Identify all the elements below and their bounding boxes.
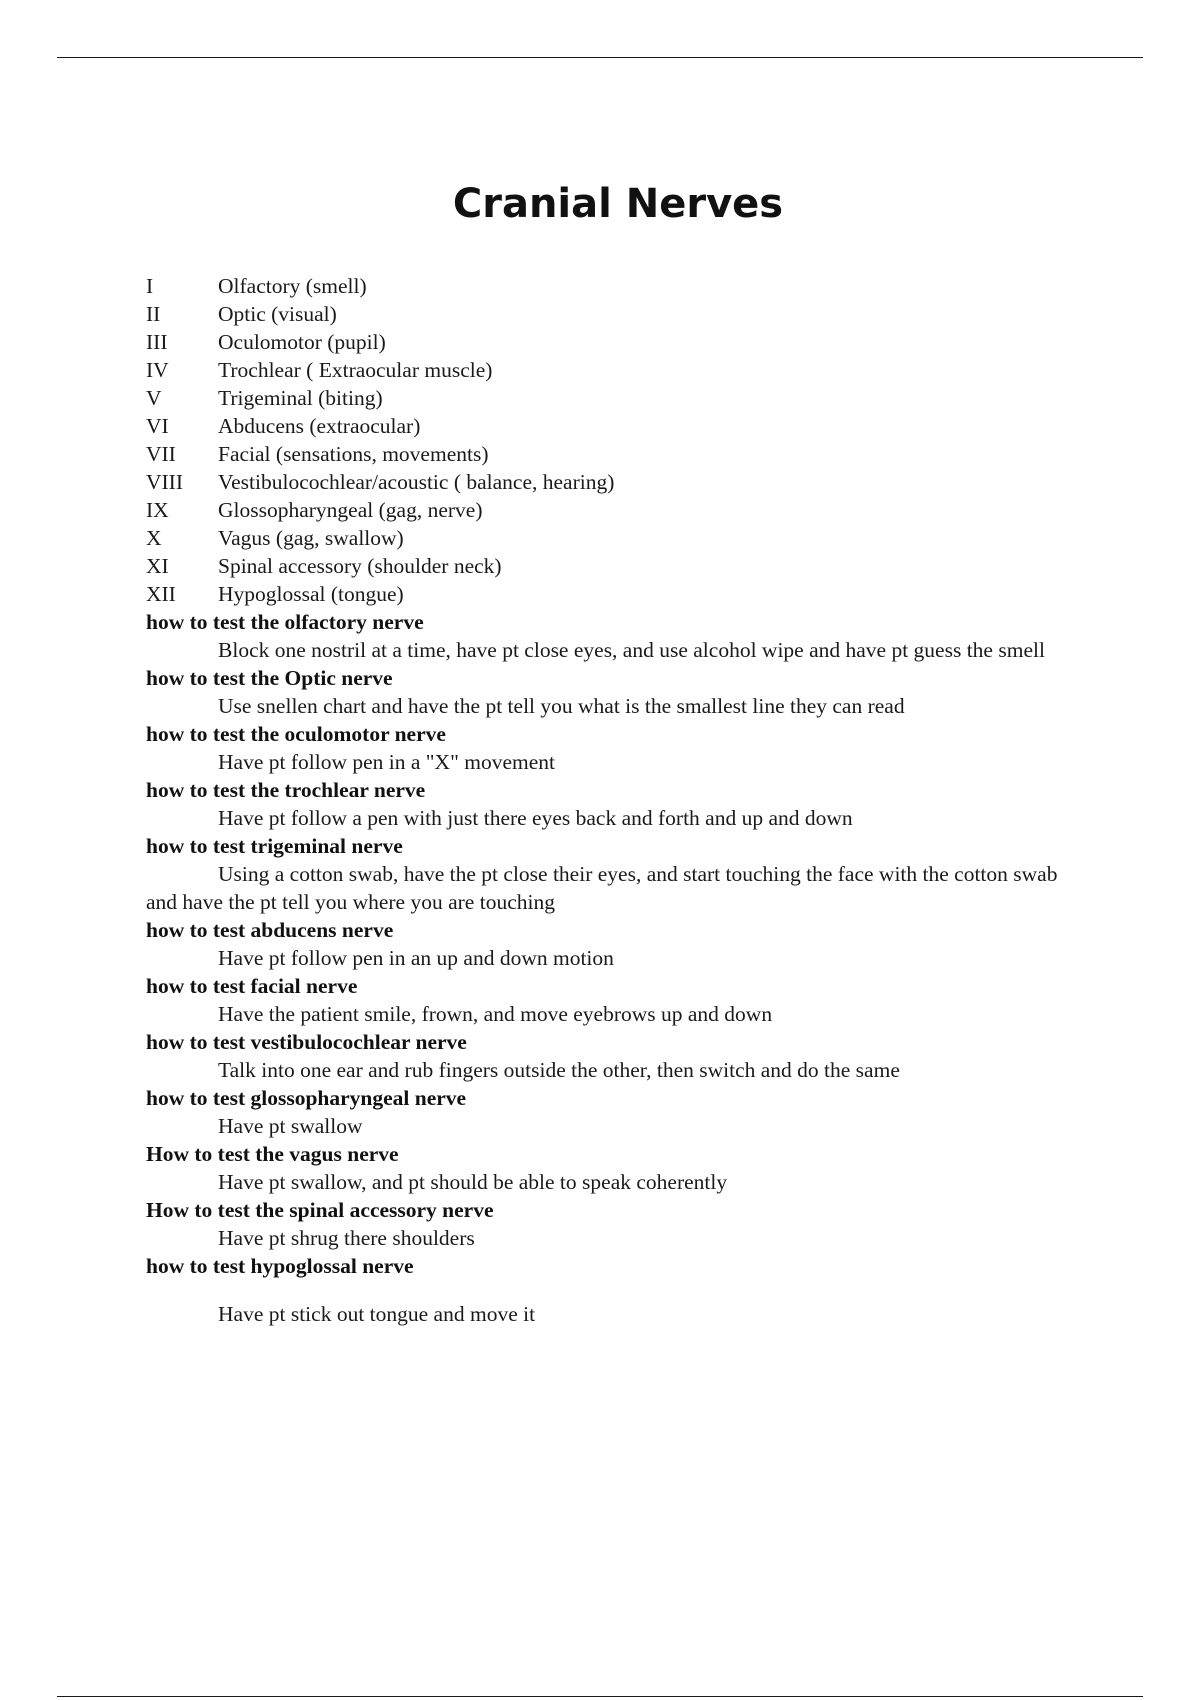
document-body xyxy=(146,272,1066,1328)
test-answer: Talk into one ear and rub fingers outside the other, then switch and do the same xyxy=(218,1058,900,1082)
test-question: how to test the olfactory nerve xyxy=(146,610,424,634)
test-answer: Have pt follow pen in a "X" movement xyxy=(218,750,555,774)
nerve-list xyxy=(146,272,1066,608)
nerve-numeral: III xyxy=(146,330,168,354)
test-question: how to test hypoglossal nerve xyxy=(146,1254,414,1278)
nerve-name: Trigeminal (biting) xyxy=(218,386,383,410)
nerve-numeral: IV xyxy=(146,358,169,382)
test-question: how to test the oculomotor nerve xyxy=(146,722,446,746)
nerve-row xyxy=(146,328,1066,356)
nerve-name: Oculomotor (pupil) xyxy=(218,330,386,354)
test-question: how to test abducens nerve xyxy=(146,918,394,942)
page-title: Cranial Nerves xyxy=(452,181,784,227)
nerve-numeral: X xyxy=(146,526,162,550)
test-question: how to test the Optic nerve xyxy=(146,666,393,690)
nerve-numeral: XI xyxy=(146,554,169,578)
nerve-row xyxy=(146,384,1066,412)
test-answer: Have pt follow pen in an up and down motion xyxy=(218,946,614,970)
test-answer: Have pt shrug there shoulders xyxy=(218,1226,475,1250)
nerve-name: Vagus (gag, swallow) xyxy=(218,526,404,550)
nerve-row xyxy=(146,440,1066,468)
nerve-name: Glossopharyngeal (gag, nerve) xyxy=(218,498,483,522)
test-list xyxy=(146,608,1066,1328)
test-question: how to test trigeminal nerve xyxy=(146,834,403,858)
test-question: How to test the spinal accessory nerve xyxy=(146,1198,494,1222)
nerve-name: Trochlear ( Extraocular muscle) xyxy=(218,358,493,382)
test-answer: Have pt swallow, and pt should be able to speak coherently xyxy=(218,1170,728,1194)
nerve-name: Facial (sensations, movements) xyxy=(218,442,489,466)
test-answer: Have pt swallow xyxy=(218,1114,363,1138)
nerve-row xyxy=(146,412,1066,440)
nerve-row xyxy=(146,468,1066,496)
test-question: how to test facial nerve xyxy=(146,974,358,998)
test-question: how to test the trochlear nerve xyxy=(146,778,426,802)
nerve-name: Vestibulocochlear/acoustic ( balance, hearing) xyxy=(218,470,615,494)
nerve-name: Hypoglossal (tongue) xyxy=(218,582,404,606)
nerve-numeral: IX xyxy=(146,498,169,522)
nerve-row xyxy=(146,272,1066,300)
nerve-name: Olfactory (smell) xyxy=(218,274,367,298)
nerve-numeral: VIII xyxy=(146,470,184,494)
top-rule xyxy=(57,57,1143,58)
nerve-row xyxy=(146,524,1066,552)
nerve-row xyxy=(146,496,1066,524)
test-answer: Using a cotton swab, have the pt close their eyes, and start touching the face with the cotton swab and have the pt tell you where you are touching xyxy=(146,862,1058,914)
nerve-row xyxy=(146,356,1066,384)
nerve-numeral: VI xyxy=(146,414,169,438)
bottom-rule xyxy=(57,1696,1143,1697)
nerve-numeral: II xyxy=(146,302,161,326)
nerve-row xyxy=(146,580,1066,608)
test-answer: Have the patient smile, frown, and move eyebrows up and down xyxy=(218,1002,773,1026)
nerve-numeral: I xyxy=(146,274,154,298)
test-question: how to test vestibulocochlear nerve xyxy=(146,1030,467,1054)
test-answer: Have pt follow a pen with just there eyes back and forth and up and down xyxy=(218,806,853,830)
test-answer: Have pt stick out tongue and move it xyxy=(218,1302,536,1326)
nerve-name: Abducens (extraocular) xyxy=(218,414,421,438)
nerve-numeral: XII xyxy=(146,582,176,606)
test-question: How to test the vagus nerve xyxy=(146,1142,399,1166)
test-question: how to test glossopharyngeal nerve xyxy=(146,1086,467,1110)
test-answer: Use snellen chart and have the pt tell you what is the smallest line they can read xyxy=(218,694,905,718)
test-answer: Block one nostril at a time, have pt close eyes, and use alcohol wipe and have pt guess the smell xyxy=(218,638,1045,662)
nerve-name: Optic (visual) xyxy=(218,302,337,326)
nerve-name: Spinal accessory (shoulder neck) xyxy=(218,554,502,578)
nerve-row xyxy=(146,300,1066,328)
nerve-numeral: VII xyxy=(146,442,176,466)
nerve-numeral: V xyxy=(146,386,162,410)
nerve-row xyxy=(146,552,1066,580)
